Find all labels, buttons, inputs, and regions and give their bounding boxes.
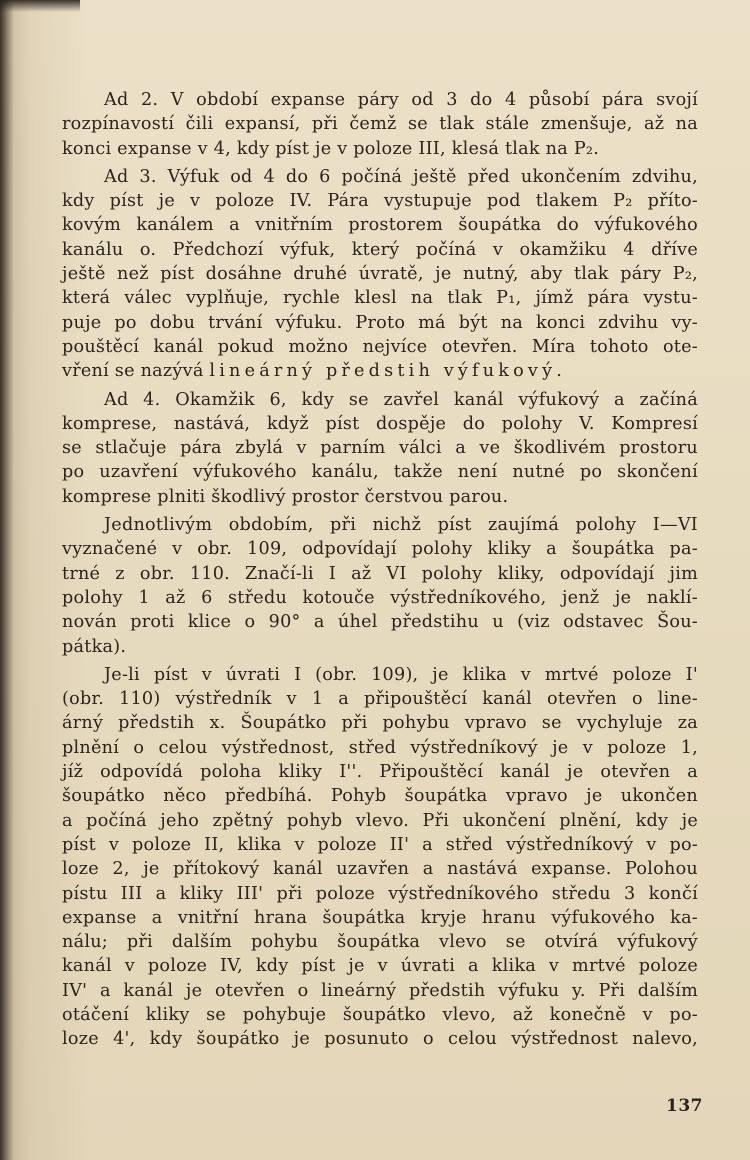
paragraph-ad-3 xyxy=(62,165,698,384)
text-line: konci expanse v 4, kdy píst je v poloze III, klesá tlak na P₂. xyxy=(62,138,600,159)
text-line: Ad 2. V období expanse páry od 3 do 4 působí pára svojí xyxy=(104,90,698,110)
text-line: šoupátko něco předbíhá. Pohyb šoupátka vpravo je ukončen xyxy=(62,786,698,807)
text-line: loze 2, je přítokový kanál uzavřen a nastává expanse. Polohou xyxy=(62,859,698,880)
text-line: (obr. 110) výstředník v 1 a připouštěcí kanál otevřen o line- xyxy=(62,689,698,710)
text-line: Ad 3. Výfuk od 4 do 6 počíná ještě před ukončením zdvihu, xyxy=(104,166,698,187)
text-line: loze 4', kdy šoupátko je posunuto o celou výstřednost nalevo, xyxy=(62,1029,698,1050)
page-edge-shadow xyxy=(0,0,80,12)
paragraph-ad-2 xyxy=(62,88,698,161)
text-line: vyznačené v obr. 109, odpovídají polohy kliky a šoupátka pa- xyxy=(62,539,698,560)
text-line: kanál v poloze IV, kdy píst je v úvrati a klika v mrtvé poloze xyxy=(62,956,698,977)
text-line: Ad 4. Okamžik 6, kdy se zavřel kanál výfukový a začíná xyxy=(104,389,698,410)
text-line: nálu; při dalším pohybu šoupátka vlevo se otvírá výfukový xyxy=(62,932,698,953)
text-line: a počíná jeho zpětný pohyb vlevo. Při ukončení plnění, kdy je xyxy=(62,810,698,831)
paragraph-dead-center xyxy=(62,663,698,1052)
text-line: rozpínavostí čili expansí, při čemž se tlak stále zmenšuje, až na xyxy=(62,114,698,135)
text-line: árný předstih x. Šoupátko při pohybu vpravo se vychyluje za xyxy=(62,713,698,734)
text-line: po uzavření výfukového kanálu, takže není nutné po skončení xyxy=(62,462,698,483)
paragraph-ad-4 xyxy=(62,388,698,509)
text-line: ještě než píst dosáhne druhé úvratě, je nutný, aby tlak páry P₂, xyxy=(62,264,698,285)
text-line: pátka). xyxy=(62,636,127,657)
text-line: puje po dobu trvání výfuku. Proto má být na konci zdvihu vy- xyxy=(62,312,698,333)
text-line: pístu III a kliky III' při poloze výstředníkového středu 3 končí xyxy=(62,883,698,904)
text-line: plnění o celou výstřednost, střed výstředníkový je v poloze 1, xyxy=(62,737,698,758)
text-line: kanálu o. Předchozí výfuk, který počíná v okamžiku 4 dříve xyxy=(62,239,698,260)
text-line: polohy 1 až 6 středu kotouče výstředníkového, jenž je naklí- xyxy=(62,587,698,608)
text-line: nován proti klice o 90° a úhel předstihu u (viz odstavec Šou- xyxy=(62,612,698,633)
text-line: pouštěcí kanál pokud možno nejvíce otevřen. Míra tohoto ote- xyxy=(62,336,698,357)
page-number: 137 xyxy=(666,1096,703,1116)
binding-shadow xyxy=(0,0,14,1160)
text-line: trné z obr. 110. Značí-li I až VI polohy kliky, odpovídají jim xyxy=(62,563,698,584)
text-line: píst v poloze II, klika v poloze II' a střed výstředníkový v po- xyxy=(62,834,698,855)
text-line: kovým kanálem a vnitřním prostorem šoupátka do výfukového xyxy=(62,215,698,236)
text-line: Jednotlivým obdobím, při nichž píst zaujímá polohy I—VI xyxy=(104,515,698,536)
text-line-spaced: vření se nazývá lineárný předstih výfukový. xyxy=(62,361,563,382)
text-line: komprese plniti škodlivý prostor čerstvou parou. xyxy=(62,486,509,507)
text-line: expanse a vnitřní hrana šoupátka kryje hranu výfukového ka- xyxy=(62,907,698,928)
text-line: která válec vyplňuje, rychle klesl na tlak P₁, jímž pára vystu- xyxy=(62,288,698,309)
text-line: komprese, nastává, když píst dospěje do polohy V. Kompresí xyxy=(62,413,698,434)
text-line: kdy píst je v poloze IV. Pára vystupuje pod tlakem P₂ příto- xyxy=(62,191,698,212)
text-line: IV' a kanál je otevřen o lineárný předstih výfuku y. Při dalším xyxy=(62,980,698,1001)
text-line: jíž odpovídá poloha kliky I''. Připouštěcí kanál je otevřen a xyxy=(62,762,698,783)
text-line: Je-li píst v úvrati I (obr. 109), je klika v mrtvé poloze I' xyxy=(104,664,698,685)
body-text xyxy=(62,88,698,1056)
emphasis-spaced: lineárný předstih výfukový xyxy=(209,361,557,382)
paragraph-positions xyxy=(62,513,698,659)
text-line: otáčení kliky se pohybuje šoupátko vlevo, až konečně v po- xyxy=(62,1004,698,1025)
text-line: se stlačuje pára zbylá v parním válci a ve škodlivém prostoru xyxy=(62,438,698,459)
